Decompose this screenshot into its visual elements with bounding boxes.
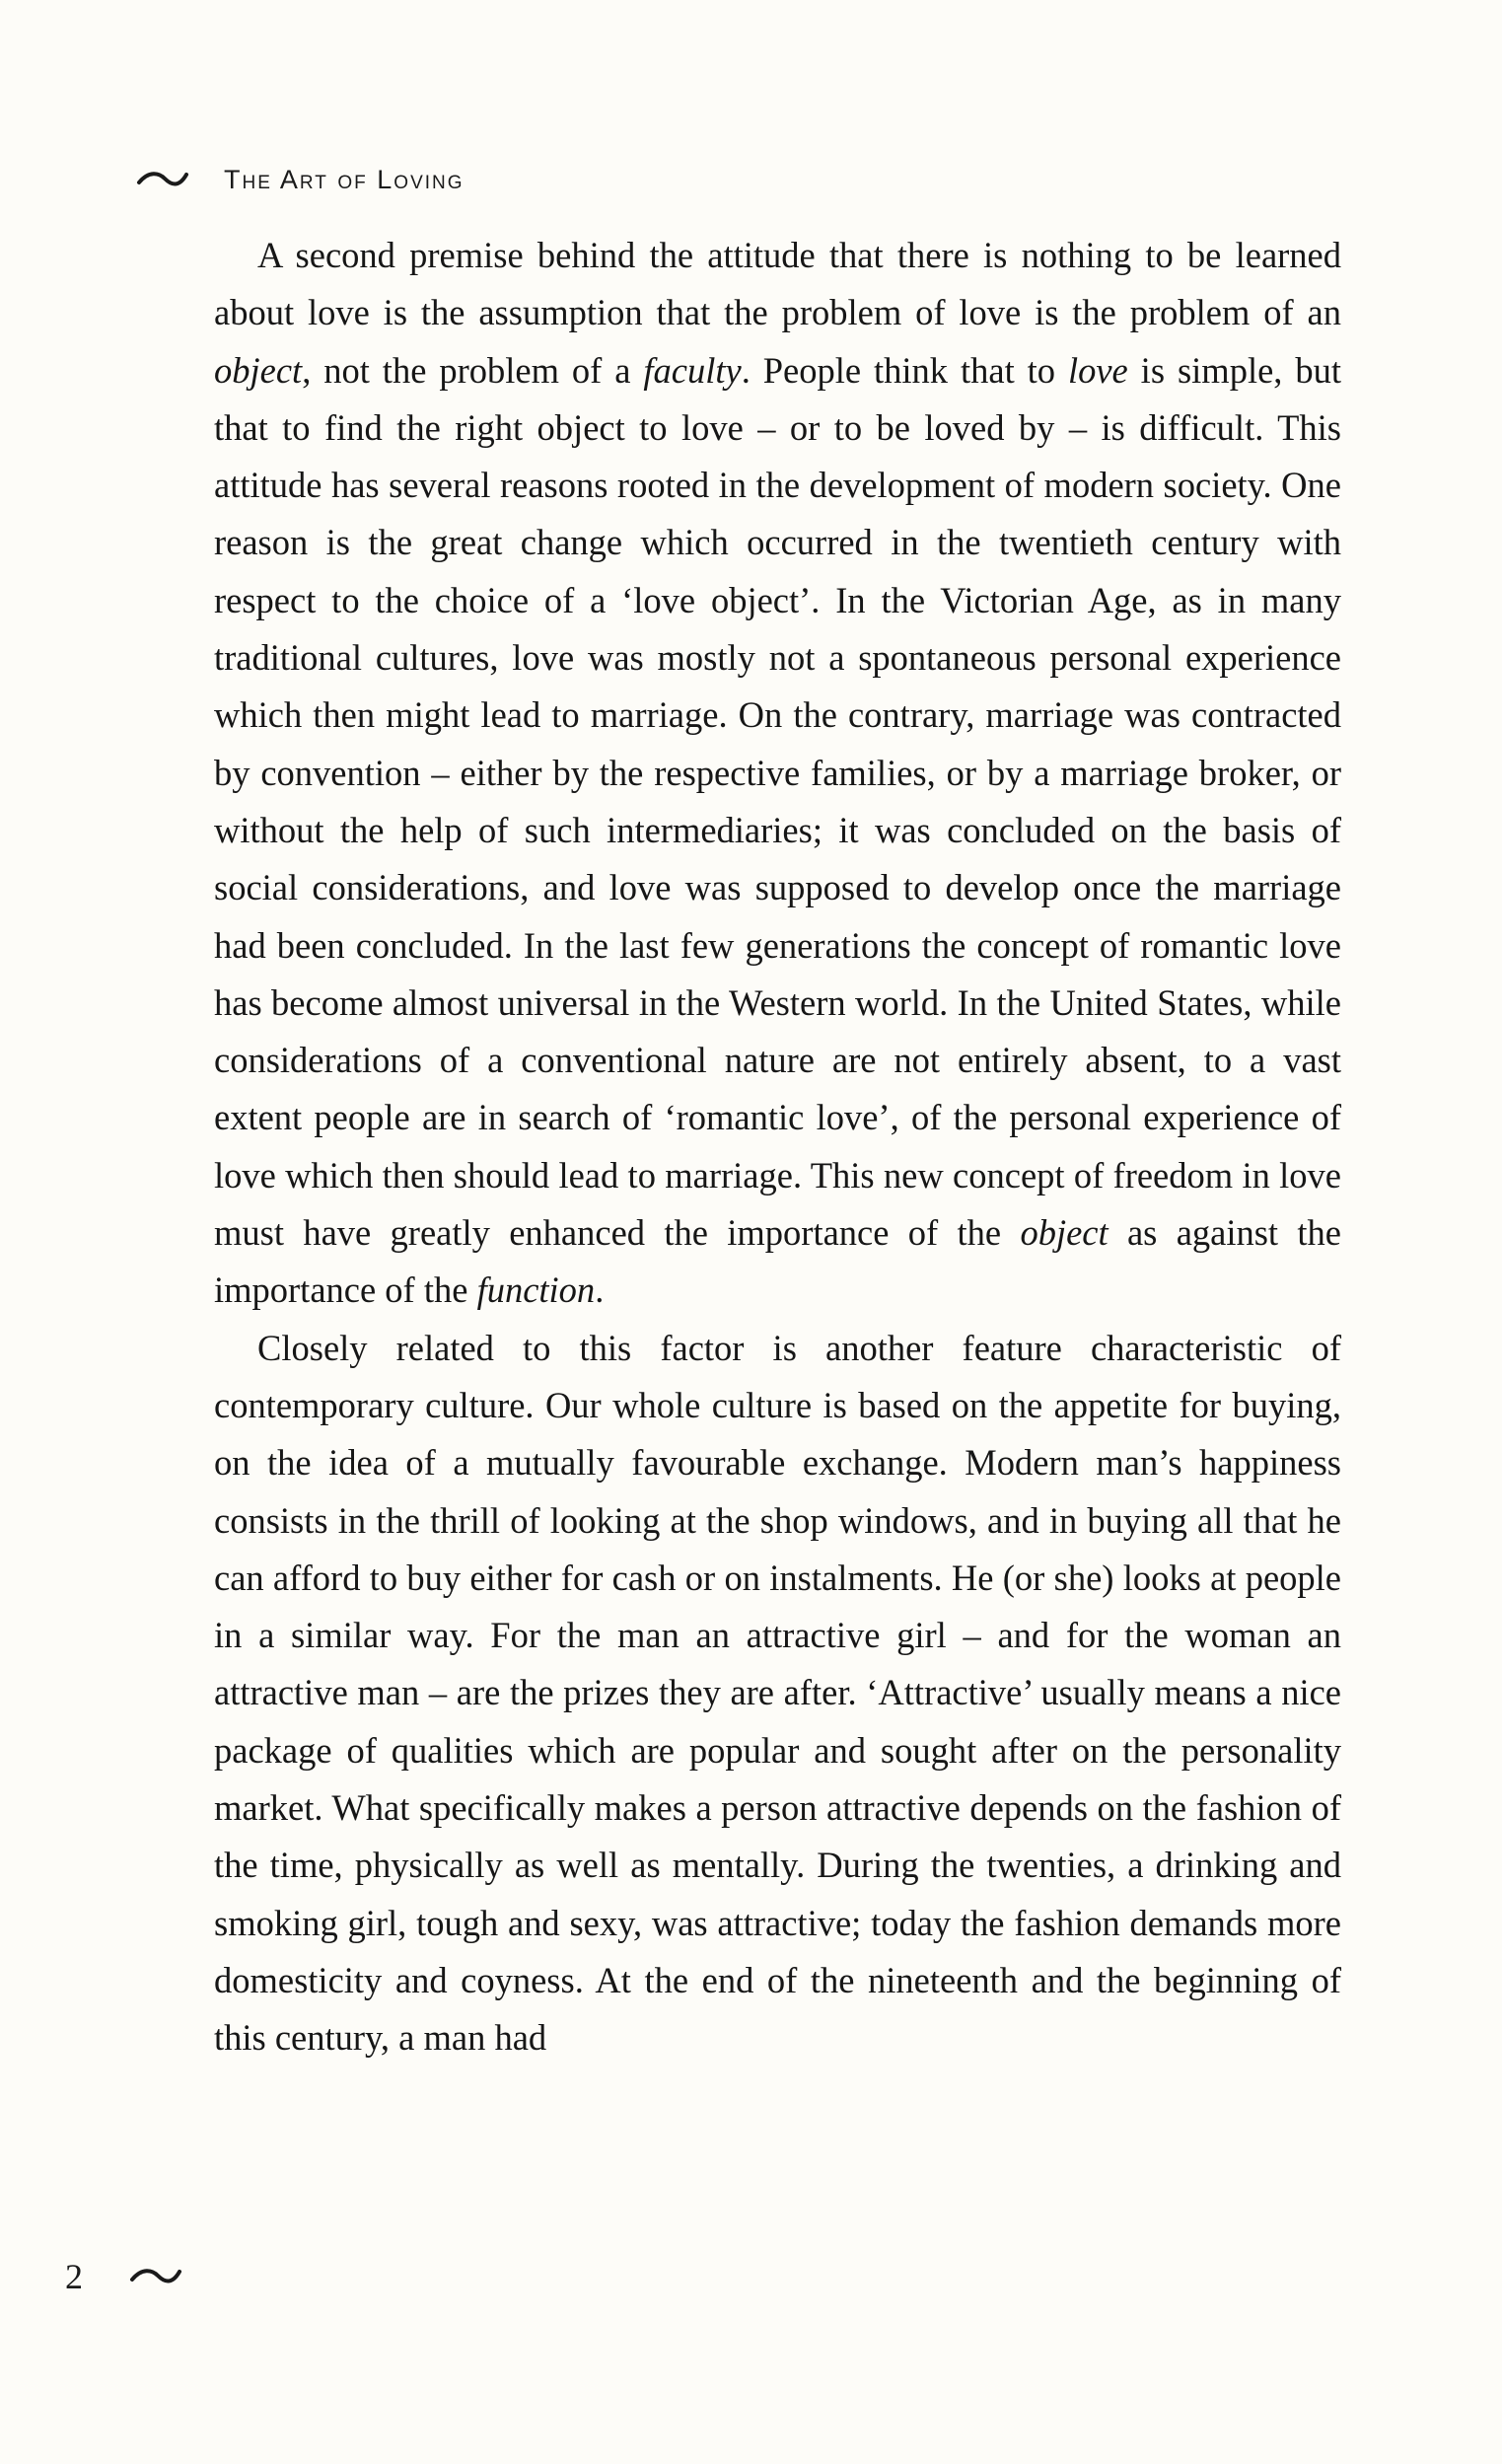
- italic-function: function: [476, 1269, 596, 1311]
- body-text: [214, 227, 1341, 2067]
- paragraph-1-text-f: .: [595, 1269, 605, 1311]
- paragraph-1-text-b: , not the problem of a: [302, 349, 644, 391]
- page-number: 2: [65, 2257, 83, 2296]
- italic-object-2: object: [1020, 1212, 1109, 1254]
- paragraph-1-text-c: . People think that to: [741, 349, 1068, 391]
- page-footer: [65, 2257, 183, 2296]
- paragraph-1-text-e: as against the importance of the: [214, 1212, 1341, 1311]
- paragraph-1-text-a: A second premise behind the attitude that there is nothing to be learned about love is the assumption that the problem of love is the problem of an: [214, 235, 1341, 333]
- italic-faculty: faculty: [643, 349, 742, 391]
- tilde-ornament-icon: [135, 169, 190, 190]
- running-head: The Art of Loving: [224, 164, 465, 194]
- paragraph-1-text-d: is simple, but that to find the right object to love – or to be loved by – is difficult. This attitude has several reasons rooted in the development of modern society. One reason is the great change which occurred in the twentieth century with respect to the choice of a ‘love object’. In the Victorian Age, as in many traditional cultures, love was mostly not a spontaneous personal experience which then might lead to marriage. On the contrary, marriage was contracted by convention – either by the respective families, or by a marriage broker, or without the help of such intermediaries; it was concluded on the basis of social considerations, and love was supposed to develop once the marriage had been concluded. In the last few generations the concept of romantic love has become almost universal in the Western world. In the United States, while considerations of a conventional nature are not entirely absent, to a vast extent people are in search of ‘romantic love’, of the personal experience of love which then should lead to marriage. This new concept of freedom in love must have greatly enhanced the importance of the: [214, 349, 1341, 1254]
- tilde-ornament-icon: [128, 2266, 183, 2287]
- paragraph-2: Closely related to this factor is another feature characteristic of contemporary culture. Our whole culture is based on the appetite for buying, on the idea of a mutually favourable exchange. Modern man’s happiness consists in the thrill of looking at the shop windows, and in buying all that he can afford to buy either for cash or on instalments. He (or she) looks at people in a similar way. For the man an attractive girl – and for the woman an attractive man – are the prizes they are after. ‘Attractive’ usually means a nice package of qualities which are popular and sought after on the personality market. What specifically makes a person attractive depends on the fashion of the time, physically as well as mentally. During the twenties, a drinking and smoking girl, tough and sexy, was attractive; today the fashion demands more domesticity and coyness. At the end of the nineteenth and the beginning of this century, a man had: [214, 1327, 1341, 2059]
- italic-love: love: [1067, 349, 1128, 391]
- paragraph-1: [214, 227, 1341, 1320]
- italic-object: object: [214, 349, 303, 391]
- page-header: [135, 160, 465, 199]
